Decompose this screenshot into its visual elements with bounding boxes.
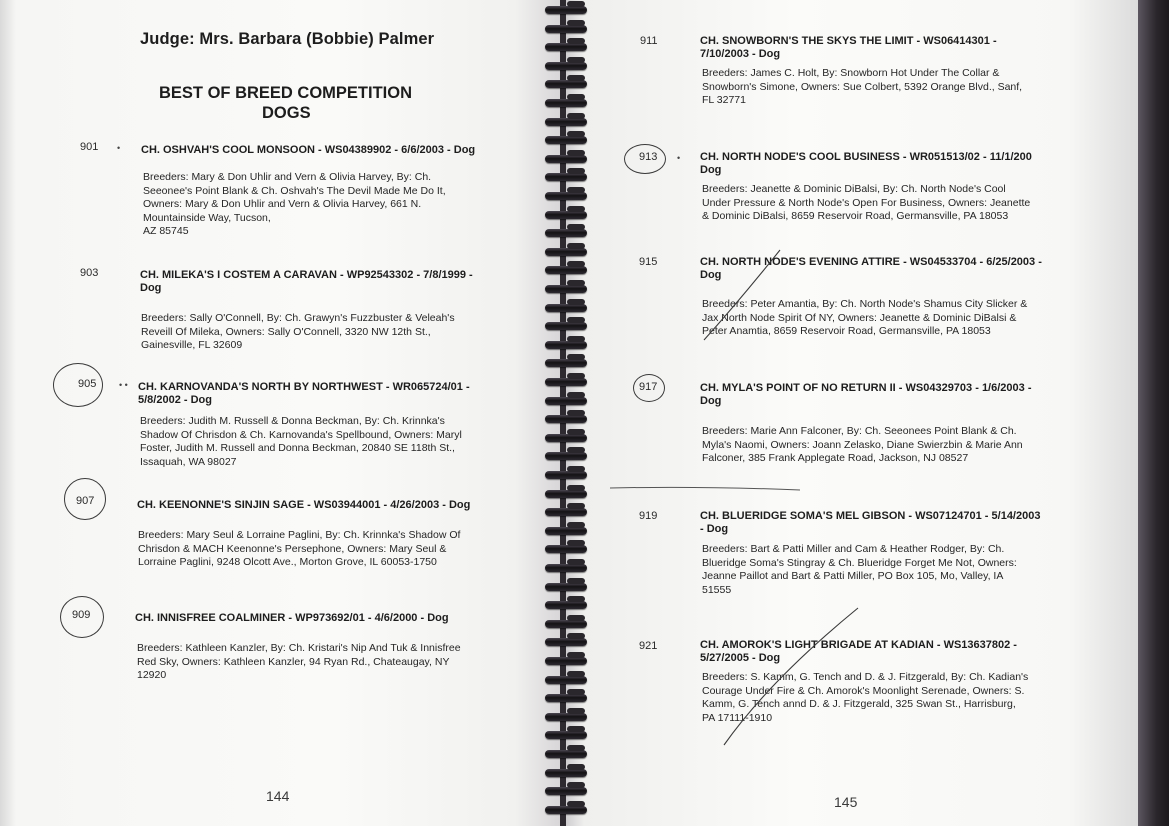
section-subtitle: DOGS <box>262 104 311 122</box>
margin-mark: • • <box>119 380 128 390</box>
judge-heading: Judge: Mrs. Barbara (Bobbie) Palmer <box>140 30 435 48</box>
entry-details: Breeders: Mary & Don Uhlir and Vern & Olivia Harvey, By: Ch. Seeonee's Point Blank & Ch. Oshvah's The Devil Made Me Do It, Owners: Mary & Don Uhlir and Vern & Olivia Harvey, 661 N. Mountainside Way, Tucson, AZ 85745 <box>143 171 446 237</box>
binding-coil <box>545 452 587 460</box>
entry-title: CH. SNOWBORN'S THE SKYS THE LIMIT - WS06414301 - 7/10/2003 - Dog <box>700 35 997 60</box>
entry-number: 915 <box>639 256 658 268</box>
margin-mark: • <box>117 143 121 153</box>
binding-coil <box>545 173 587 181</box>
entry-title: CH. KEENONNE'S SINJIN SAGE - WS03944001 - 4/26/2003 - Dog <box>137 499 471 511</box>
binding-coil <box>545 155 587 163</box>
binding-coil <box>545 434 587 442</box>
page-number: 145 <box>834 794 858 810</box>
entry-number: 921 <box>639 640 658 652</box>
binding-coil <box>545 397 587 405</box>
entry-title: CH. OSHVAH'S COOL MONSOON - WS04389902 - 6/6/2003 - Dog <box>141 144 476 156</box>
entry-number: 909 <box>72 609 91 621</box>
binding-coil <box>545 118 587 126</box>
binding-coil <box>545 304 587 312</box>
binding-coil <box>545 285 587 293</box>
binding-coil <box>545 564 587 572</box>
entry-number: 911 <box>640 35 658 47</box>
entry-details: Breeders: Judith M. Russell & Donna Beckman, By: Ch. Krinnka's Shadow Of Chrisdon & Ch. Karnovanda's Spellbound, Owners: Maryl Foster, Judith M. Russell and Donna Beckman, 20840 SE 118th St., Issaquah, WA 98027 <box>140 415 462 468</box>
binding-coil <box>545 787 587 795</box>
binding-coil <box>545 248 587 256</box>
entry-title: CH. NORTH NODE'S EVENING ATTIRE - WS04533704 - 6/25/2003 - Dog <box>700 256 1042 281</box>
entry-number: 913 <box>639 151 658 163</box>
binding-coil <box>545 750 587 758</box>
binding-coil <box>545 490 587 498</box>
binding-coil <box>545 638 587 646</box>
entry-number: 903 <box>80 267 99 279</box>
entry-details: Breeders: James C. Holt, By: Snowborn Hot Under The Collar & Snowborn's Simone, Owners: Sue Colbert, 5392 Orange Blvd., Sanf, FL 32771 <box>702 67 1023 106</box>
entry-number: 901 <box>80 141 99 153</box>
binding-coil <box>545 229 587 237</box>
binding-coil <box>545 806 587 814</box>
binding-coil <box>545 99 587 107</box>
binding-coil <box>545 620 587 628</box>
binding-coil <box>545 136 587 144</box>
entry-title: CH. MYLA'S POINT OF NO RETURN II - WS04329703 - 1/6/2003 - Dog <box>700 382 1032 407</box>
entry-details: Breeders: Sally O'Connell, By: Ch. Grawyn's Fuzzbuster & Veleah's Reveill Of Mileka, Owners: Sally O'Connell, 3320 NW 12th St., Gainesville, FL 32609 <box>141 312 455 351</box>
entry-number: 917 <box>639 381 658 393</box>
binding-coil <box>545 657 587 665</box>
binding-coil <box>545 527 587 535</box>
section-title: BEST OF BREED COMPETITION <box>159 84 413 102</box>
page-number: 144 <box>266 788 290 804</box>
entry-details: Breeders: Marie Ann Falconer, By: Ch. Seeonees Point Blank & Ch. Myla's Naomi, Owners: Joann Zelasko, Diane Swierzbin & Marie Ann Falconer, 385 Frank Applegate Road, Jackson, NJ 08527 <box>702 425 1023 464</box>
entry-title: CH. MILEKA'S I COSTEM A CARAVAN - WP92543302 - 7/8/1999 - Dog <box>140 269 473 294</box>
binding-coil <box>545 601 587 609</box>
entry-title: CH. NORTH NODE'S COOL BUSINESS - WR051513/02 - 11/1/200 Dog <box>700 151 1032 176</box>
binding-coil <box>545 583 587 591</box>
binding-coil <box>545 769 587 777</box>
margin-mark: • <box>677 153 681 163</box>
spiral-binding <box>545 0 589 826</box>
entry-number: 919 <box>639 510 658 522</box>
binding-coil <box>545 341 587 349</box>
entry-details: Breeders: Jeanette & Dominic DiBalsi, By: Ch. North Node's Cool Under Pressure & North Node's Open For Business, Owners: Jeanette & Dominic DiBalsi, 8659 Reservoir Road, Germansville, PA 18053 <box>702 183 1031 222</box>
entry-number: 907 <box>76 495 95 507</box>
binding-coil <box>545 676 587 684</box>
entry-details: Breeders: Peter Amantia, By: Ch. North Node's Shamus City Slicker & Jax North Node Spirit Of NY, Owners: Jeanette & Dominic DiBalsi & Peter Anamtia, 8659 Reservoir Road, Germansville, PA 18053 <box>702 298 1028 337</box>
binding-coil <box>545 415 587 423</box>
background-edge <box>1138 0 1169 826</box>
left-page <box>0 0 560 826</box>
binding-coil <box>545 192 587 200</box>
binding-coil <box>545 62 587 70</box>
entry-details: Breeders: Bart & Patti Miller and Cam & Heather Rodger, By: Ch. Blueridge Soma's Stingray & Ch. Blueridge Forget Me Not, Owners: Jeanne Paillot and Bart & Patti Miller, PO Box 105, Mo, Valley, IA 51555 <box>702 543 1017 596</box>
binding-coil <box>545 359 587 367</box>
binding-coil <box>545 80 587 88</box>
binding-coil <box>545 322 587 330</box>
binding-coil <box>545 378 587 386</box>
right-page <box>566 0 1138 826</box>
binding-coil <box>545 6 587 14</box>
binding-coil <box>545 545 587 553</box>
entry-details: Breeders: Mary Seul & Lorraine Paglini, By: Ch. Krinnka's Shadow Of Chrisdon & MACH Keenonne's Persephone, Owners: Mary Seul & Lorraine Paglini, 9248 Olcott Ave., Morton Grove, IL 60053-1750 <box>138 529 461 568</box>
entry-title: CH. AMOROK'S LIGHT BRIGADE AT KADIAN - WS13637802 - 5/27/2005 - Dog <box>700 639 1017 664</box>
binding-coil <box>545 266 587 274</box>
binding-coil <box>545 694 587 702</box>
entry-number: 905 <box>78 378 97 390</box>
binding-coil <box>545 43 587 51</box>
entry-title: CH. BLUERIDGE SOMA'S MEL GIBSON - WS07124701 - 5/14/2003 - Dog <box>700 510 1041 535</box>
entry-title: CH. KARNOVANDA'S NORTH BY NORTHWEST - WR065724/01 - 5/8/2002 - Dog <box>138 381 470 406</box>
entry-details: Breeders: Kathleen Kanzler, By: Ch. Kristari's Nip And Tuk & Innisfree Red Sky, Owners: Kathleen Kanzler, 94 Ryan Rd., Chateaugay, NY 12920 <box>137 642 461 681</box>
binding-coil <box>545 508 587 516</box>
binding-coil <box>545 211 587 219</box>
entry-title: CH. INNISFREE COALMINER - WP973692/01 - 4/6/2000 - Dog <box>135 612 449 624</box>
entry-details: Breeders: S. Kamm, G. Tench and D. & J. Fitzgerald, By: Ch. Kadian's Courage Under Fire & Ch. Amorok's Moonlight Serenade, Owners: S. Kamm, G. Tench annd D. & J. Fitzgerald, 325 Swan St., Harrisburg, PA 17111-1910 <box>702 671 1029 724</box>
binding-coil <box>545 25 587 33</box>
binding-coil <box>545 713 587 721</box>
binding-coil <box>545 471 587 479</box>
binding-coil <box>545 731 587 739</box>
